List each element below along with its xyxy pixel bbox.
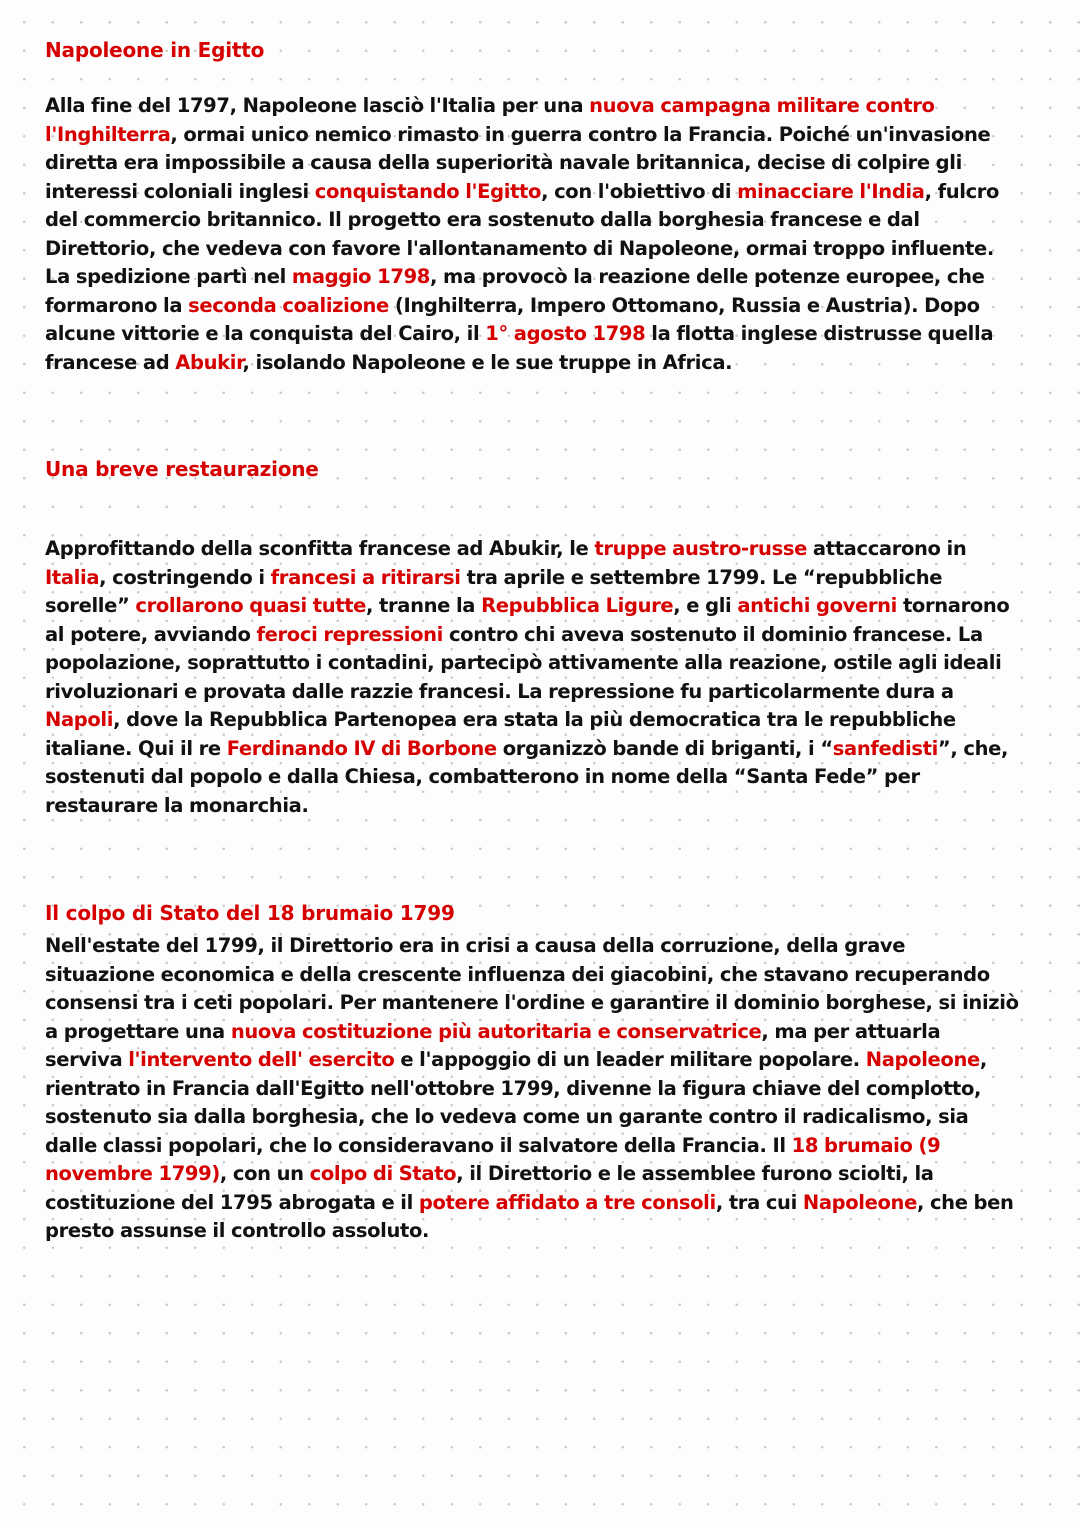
section-napoleone-in-egitto bbox=[45, 36, 1020, 377]
body-text: tra aprile e settembre 1799. Le “repubbliche sorelle” bbox=[45, 565, 943, 617]
highlighted-text: nuova costituzione più autoritaria e conservatrice bbox=[230, 1019, 762, 1043]
section-breve-restaurazione bbox=[45, 455, 1020, 820]
highlighted-text: antichi governi bbox=[737, 594, 897, 617]
highlighted-text: colpo di Stato bbox=[309, 1162, 457, 1185]
highlighted-text: l'intervento dell' esercito bbox=[128, 1048, 395, 1071]
body-text: Alla fine del 1797, Napoleone lasciò l'Italia per una bbox=[45, 94, 590, 117]
section-paragraph bbox=[45, 92, 1020, 377]
section-title: Una breve restaurazione bbox=[45, 457, 319, 481]
body-text: , dove la Repubblica Partenopea era stata la più democratica tra le repubbliche italiane. Qui il re bbox=[45, 708, 956, 760]
highlighted-text: crollarono quasi tutte bbox=[135, 594, 367, 617]
body-text: attaccarono in bbox=[806, 537, 967, 560]
body-text: organizzò bande di briganti, i “ bbox=[496, 736, 833, 760]
highlighted-text: Ferdinando IV di Borbone bbox=[226, 736, 497, 760]
highlighted-text: sanfedisti bbox=[832, 736, 938, 760]
highlighted-text: Napoleone bbox=[865, 1048, 980, 1071]
section-colpo-di-stato bbox=[45, 899, 1020, 1246]
body-text: , tranne la bbox=[366, 594, 482, 617]
body-text: , ma provocò la reazione delle potenze europee, che formarono la bbox=[45, 265, 985, 317]
body-text: ”, che, sostenuti dal popolo e dalla Chiesa, combatterono in nome della “Santa Fede” per restaurare la monarchia. bbox=[45, 736, 1009, 817]
body-text: , isolando Napoleone e le sue truppe in Africa. bbox=[242, 350, 733, 374]
body-text: , con un bbox=[219, 1162, 310, 1185]
body-text: , ma per attuarla serviva bbox=[45, 1019, 941, 1071]
highlighted-text: truppe austro-russe bbox=[594, 537, 807, 560]
highlighted-text: Italia bbox=[45, 565, 100, 589]
highlighted-text: Napoleone bbox=[802, 1190, 917, 1214]
body-text: tornarono al potere, avviando bbox=[45, 594, 1010, 646]
body-text: , tra cui bbox=[715, 1190, 803, 1214]
body-text: contro chi aveva sostenuto il dominio francese. La popolazione, soprattutto i contadini, partecipò attivamente alla reazione, ostile agli ideali rivoluzionari e provata dalle razzie francesi. La repressione fu particolarmente dura a bbox=[45, 622, 1002, 703]
section-title: Il colpo di Stato del 18 brumaio 1799 bbox=[45, 901, 455, 925]
highlighted-text: 18 brumaio (9 novembre 1799) bbox=[45, 1133, 941, 1185]
highlighted-text: minacciare l'India bbox=[737, 179, 925, 203]
body-text: , costringendo i bbox=[99, 565, 271, 589]
highlighted-text: seconda coalizione bbox=[188, 293, 389, 317]
body-text: , rientrato in Francia dall'Egitto nell'ottobre 1799, divenne la figura chiave del complotto, sostenuto sia dalla borghesia, che lo vedeva come un garante contro il radicalismo, sia dalle classi popolari, che lo consideravano il salvatore della Francia. Il bbox=[45, 1048, 987, 1157]
highlighted-text: nuova campagna militare contro l'Inghilterra bbox=[45, 94, 935, 146]
body-text: , ormai unico nemico rimasto in guerra contro la Francia. Poiché un'invasione diretta era impossibile a causa della superiorità navale britannica, decise di colpire gli interessi coloniali inglesi bbox=[45, 122, 991, 203]
body-text: , con l'obiettivo di bbox=[541, 179, 738, 203]
highlighted-text: maggio 1798 bbox=[291, 265, 431, 288]
highlighted-text: feroci repressioni bbox=[256, 622, 443, 646]
highlighted-text: Repubblica Ligure bbox=[481, 594, 674, 617]
highlighted-text: Napoli bbox=[45, 708, 114, 731]
body-text: e l'appoggio di un leader militare popolare. bbox=[394, 1048, 866, 1071]
highlighted-text: conquistando l'Egitto bbox=[314, 179, 542, 203]
body-text: , e gli bbox=[673, 594, 738, 617]
highlighted-text: potere affidato a tre consoli bbox=[418, 1190, 716, 1214]
body-text: Approfittando della sconfitta francese ad Abukir, le bbox=[45, 537, 595, 560]
body-text: , fulcro del commercio britannico. Il progetto era sostenuto dalla borghesia francese e dal Direttorio, che vedeva con favore l'allontanamento di Napoleone, ormai troppo influente. La spedizione partì nel bbox=[45, 179, 1000, 288]
section-title: Napoleone in Egitto bbox=[45, 38, 265, 62]
body-text: , che ben presto assunse il controllo assoluto. bbox=[45, 1190, 1014, 1242]
highlighted-text: Abukir bbox=[175, 350, 243, 374]
body-text: , il Direttorio e le assemblee furono sciolti, la costituzione del 1795 abrogata e il bbox=[45, 1162, 934, 1214]
section-paragraph bbox=[45, 932, 1020, 1246]
body-text: (Inghilterra, Impero Ottomano, Russia e Austria). Dopo alcune vittorie e la conquista del Cairo, il bbox=[45, 293, 980, 345]
body-text: la flotta inglese distrusse quella francese ad bbox=[45, 322, 994, 374]
section-paragraph bbox=[45, 535, 1020, 820]
body-text: Nell'estate del 1799, il Direttorio era in crisi a causa della corruzione, della grave situazione economica e della crescente influenza dei giacobini, che stavano recuperando consensi tra i ceti popolari. Per mantenere l'ordine e garantire il dominio borghese, si iniziò a progettare una bbox=[45, 934, 1019, 1043]
highlighted-text: francesi a ritirarsi bbox=[270, 565, 461, 589]
highlighted-text: 1° agosto 1798 bbox=[485, 322, 646, 345]
